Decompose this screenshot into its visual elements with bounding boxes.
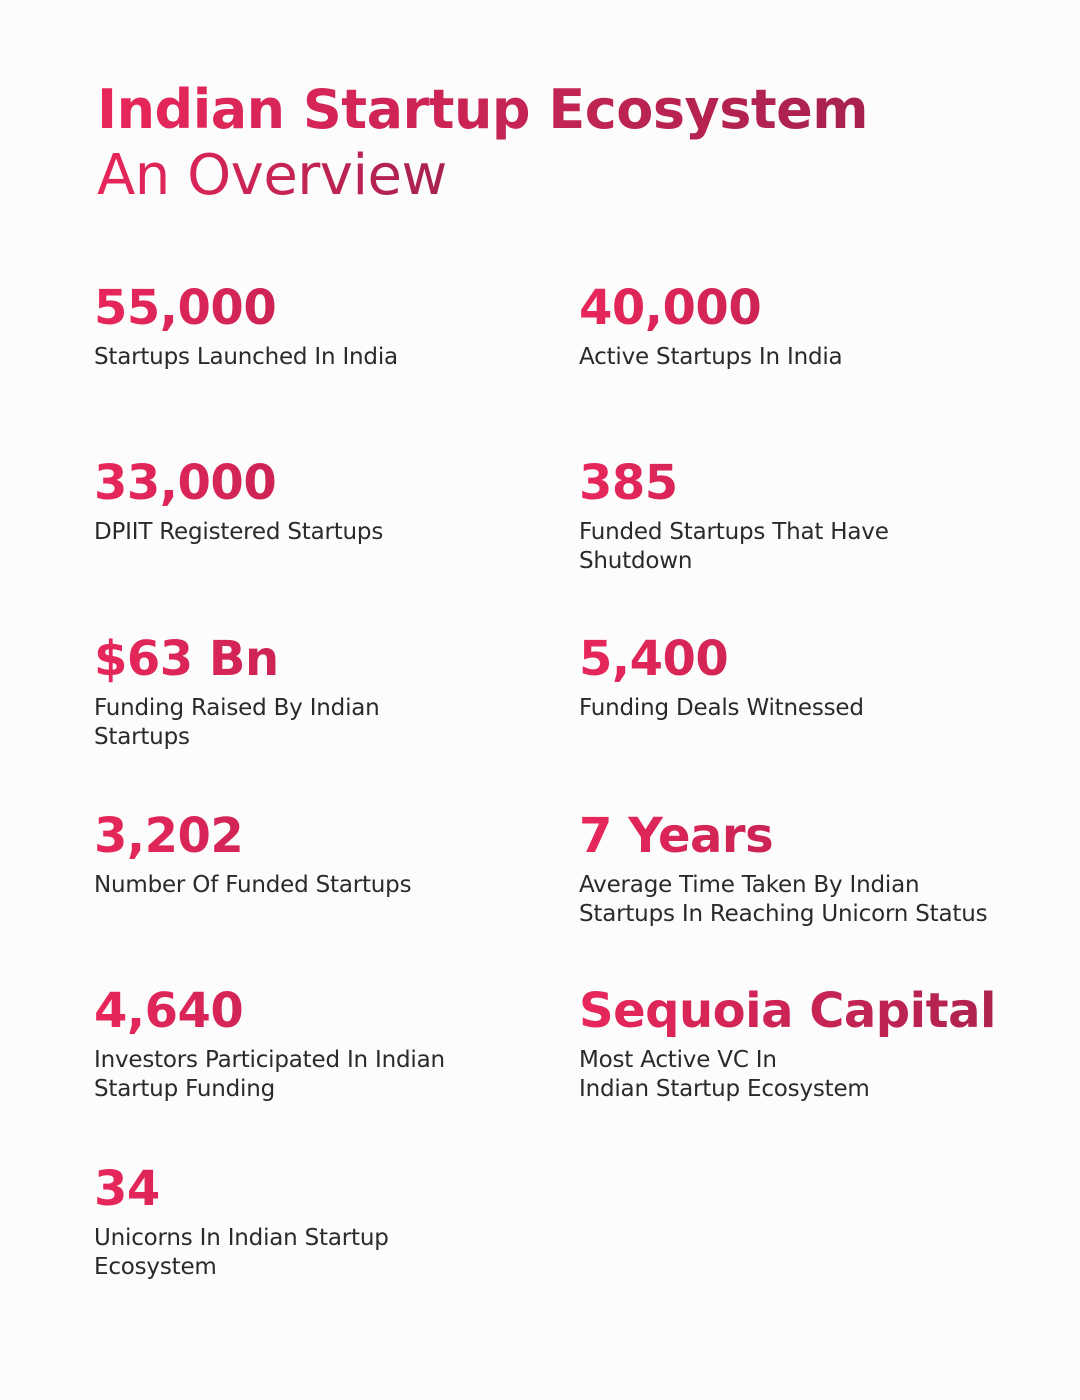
stat-label: Number Of Funded Startups bbox=[94, 872, 412, 898]
stat-value: 40,000 bbox=[579, 280, 999, 336]
stat-unicorn-time bbox=[579, 808, 999, 929]
stat-label: Unicorns In Indian Startup Ecosystem bbox=[94, 1225, 389, 1280]
stat-value: 55,000 bbox=[94, 280, 514, 336]
stat-value: Sequoia Capital bbox=[579, 983, 1039, 1039]
stat-value: 34 bbox=[94, 1161, 514, 1217]
stat-value: 5,400 bbox=[579, 631, 999, 687]
stat-label: Active Startups In India bbox=[579, 344, 843, 370]
stat-value: 3,202 bbox=[94, 808, 514, 864]
stat-label: DPIIT Registered Startups bbox=[94, 519, 384, 545]
stat-label: Funded Startups That Have Shutdown bbox=[579, 519, 889, 574]
stat-label: Startups Launched In India bbox=[94, 344, 398, 370]
stat-investors bbox=[94, 983, 514, 1104]
stat-active-startups bbox=[579, 280, 999, 372]
stat-value: 7 Years bbox=[579, 808, 999, 864]
stat-label: Most Active VC In Indian Startup Ecosystem bbox=[579, 1047, 870, 1102]
stat-funding-raised bbox=[94, 631, 514, 752]
page-title: Indian Startup Ecosystem bbox=[97, 78, 869, 141]
stat-dpiit-registered bbox=[94, 455, 514, 547]
stat-startups-launched bbox=[94, 280, 514, 372]
page-subtitle: An Overview bbox=[97, 143, 447, 208]
stat-label: Funding Raised By Indian Startups bbox=[94, 695, 380, 750]
stat-value: 385 bbox=[579, 455, 999, 511]
stat-value: $63 Bn bbox=[94, 631, 514, 687]
stat-label: Funding Deals Witnessed bbox=[579, 695, 864, 721]
stat-value: 33,000 bbox=[94, 455, 514, 511]
stat-most-active-vc bbox=[579, 983, 1039, 1104]
stat-label: Investors Participated In Indian Startup Funding bbox=[94, 1047, 445, 1102]
stat-label: Average Time Taken By Indian Startups In Reaching Unicorn Status bbox=[579, 872, 988, 927]
stat-funding-deals bbox=[579, 631, 999, 723]
stat-funded-startups bbox=[94, 808, 514, 900]
stat-unicorns bbox=[94, 1161, 514, 1282]
stat-value: 4,640 bbox=[94, 983, 514, 1039]
stat-shutdown-startups bbox=[579, 455, 999, 576]
